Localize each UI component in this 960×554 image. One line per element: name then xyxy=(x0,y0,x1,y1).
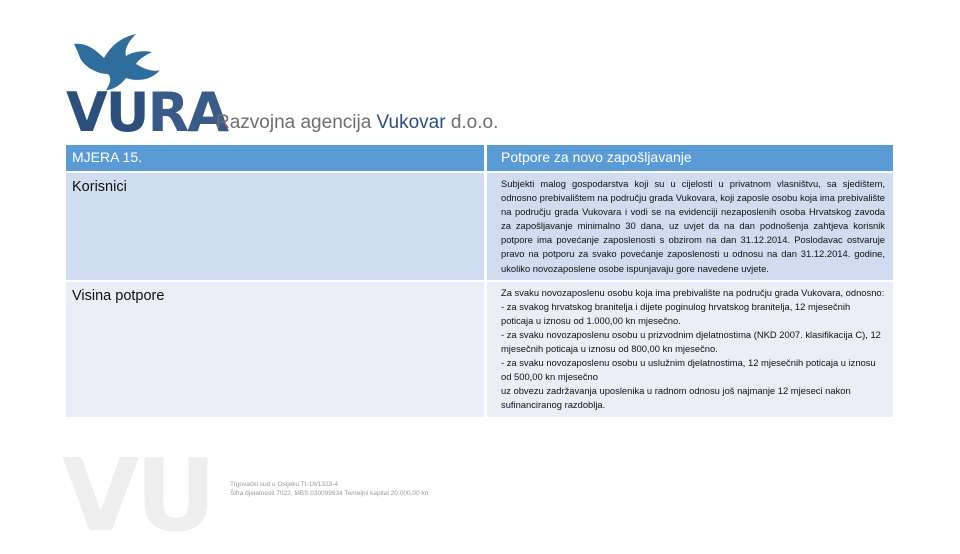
table-row xyxy=(66,281,893,418)
header-measure-number: MJERA 15. xyxy=(66,145,486,172)
logo-wordmark xyxy=(66,81,228,144)
measure-table xyxy=(66,145,893,419)
logo-wordmark-vu: VU xyxy=(66,81,148,144)
tagline-part3: d.o.o. xyxy=(445,112,499,133)
row-label-amount: Visina potpore xyxy=(66,281,486,418)
row-value-beneficiaries xyxy=(486,172,894,281)
beneficiaries-text: Subjekti malog gospodarstva koji su u cijelosti u privatnom vlasništvu, sa sjedištem, odnosno prebivalištem na području grada Vukovara, koji zaposle osobu koja ima prebivalište na području grada Vukovara i vodi se na evidenciji nezaposlenih osoba Hrvatskog zavoda za zapošljavanje minimalno 30 dana, uz uvjet da na dan podnošenja zahtjeva korisnik potpore ima povećanje zaposlenosti s obzirom na dan 31.12.2014. Poslodavac ostvaruje pravo na potporu za svako povećanje zaposlenosti u odnosu na dan 31.12.2014. godine, ukoliko novozaposlene osobe ispunjavaju gore navedene uvjete. xyxy=(501,178,885,274)
logo xyxy=(66,30,499,144)
logo-tagline xyxy=(216,112,498,134)
row-label-beneficiaries: Korisnici xyxy=(66,172,486,281)
footer-line: Šifra djelatnosti 7022, MBS 030099634 Temeljni kapital 20.000,00 kn xyxy=(230,490,429,497)
logo-wordmark-ra: RA xyxy=(147,81,228,144)
amount-text: Za svaku novozaposlenu osobu koja ima prebivalište na području grada Vukovara, odnosno: - za svakog hrvatskog branitelja i dijete poginulog hrvatskog branitelja, 12 mjesečnih poticaja u iznosu od 1.000,00 kn mjesečno. - za svaku novozaposlenu osobu u prizvodnim djelatnostima (NKD 2007. klasifikacija C), 12 mjesečnih poticaja u iznosu od 800,00 kn mjesečno. - za svaku novozaposlenu osobu u uslužnim djelatnostima, 12 mjesečnih poticaja u iznosu od 500,00 kn mjesečno uz obvezu zadržavanja uposlenika u radnom odnosu još najmanje 12 mjeseci nakon sufinanciranog razdoblja. xyxy=(501,286,885,411)
tagline-city: Vukovar xyxy=(376,112,446,133)
header-measure-title: Potpore za novo zapošljavanje xyxy=(486,145,894,172)
tagline-part1: Razvojna agencija xyxy=(216,112,377,133)
footer-line: Trgovački sud u Osijeku Tt-18/1323-4 xyxy=(230,481,339,488)
watermark-logo: VU xyxy=(62,437,213,554)
footer-company-info xyxy=(230,480,428,498)
table-header-row xyxy=(66,145,893,172)
table-row xyxy=(66,172,893,281)
row-value-amount xyxy=(486,281,894,418)
